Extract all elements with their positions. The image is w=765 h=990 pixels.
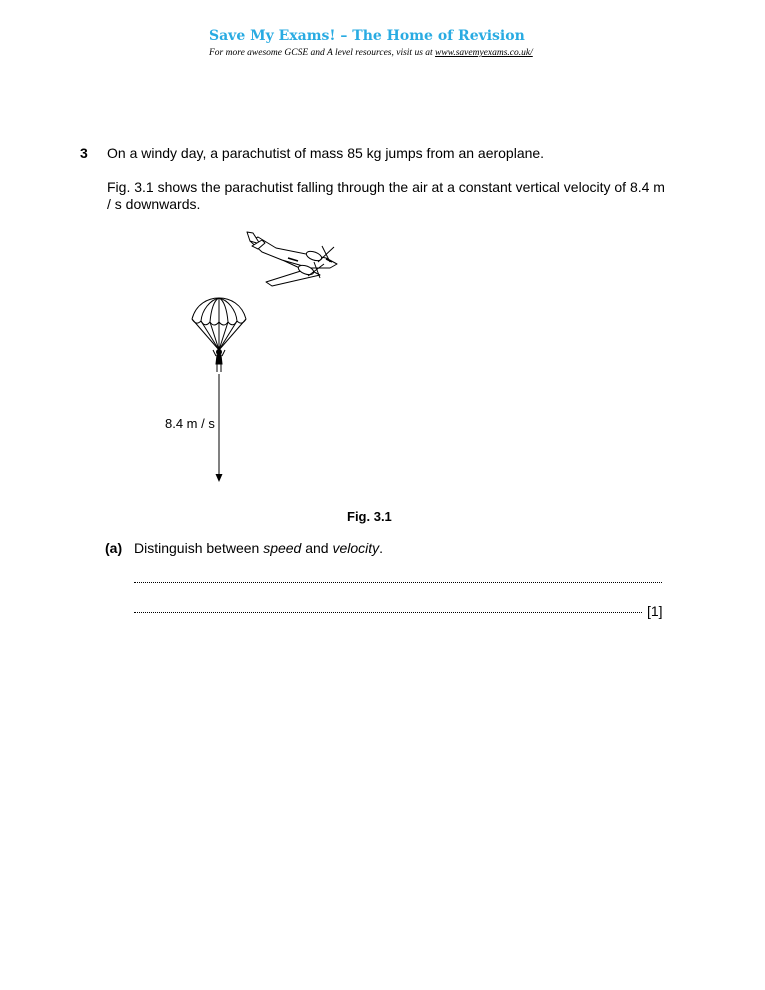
term-velocity: velocity [332,540,380,556]
marks-label: [1] [647,603,663,619]
part-a-question [134,540,654,556]
aeroplane-icon [247,232,337,286]
part-a-text-end: . [379,540,384,556]
figure-caption: Fig. 3.1 [347,509,392,524]
answer-line-dots [134,612,642,613]
figure-description: Fig. 3.1 shows the parachutist falling through the air at a constant vertical velocity of 8.4 m / s downwards. [107,179,665,212]
part-a-text-before: Distinguish between [134,540,264,556]
part-a-label: (a) [105,540,123,556]
header-subtitle [209,48,579,58]
down-arrow-icon [216,374,223,482]
website-link[interactable]: www.savemyexams.co.uk/ [435,48,533,58]
parachute-icon [192,298,246,372]
answer-line-1[interactable] [134,570,662,586]
question-intro: On a windy day, a parachutist of mass 85 kg jumps from an aeroplane. [107,145,545,161]
question-number: 3 [80,145,88,161]
term-speed: speed [263,540,302,556]
answer-line-2[interactable] [134,600,642,616]
part-a-text-mid: and [301,540,333,556]
velocity-label: 8.4 m / s [165,416,215,431]
header-subtitle-text: For more awesome GCSE and A level resources, visit us at [209,48,436,58]
header-title: Save My Exams! – The Home of Revision [209,28,525,44]
answer-line-dots [134,582,662,583]
